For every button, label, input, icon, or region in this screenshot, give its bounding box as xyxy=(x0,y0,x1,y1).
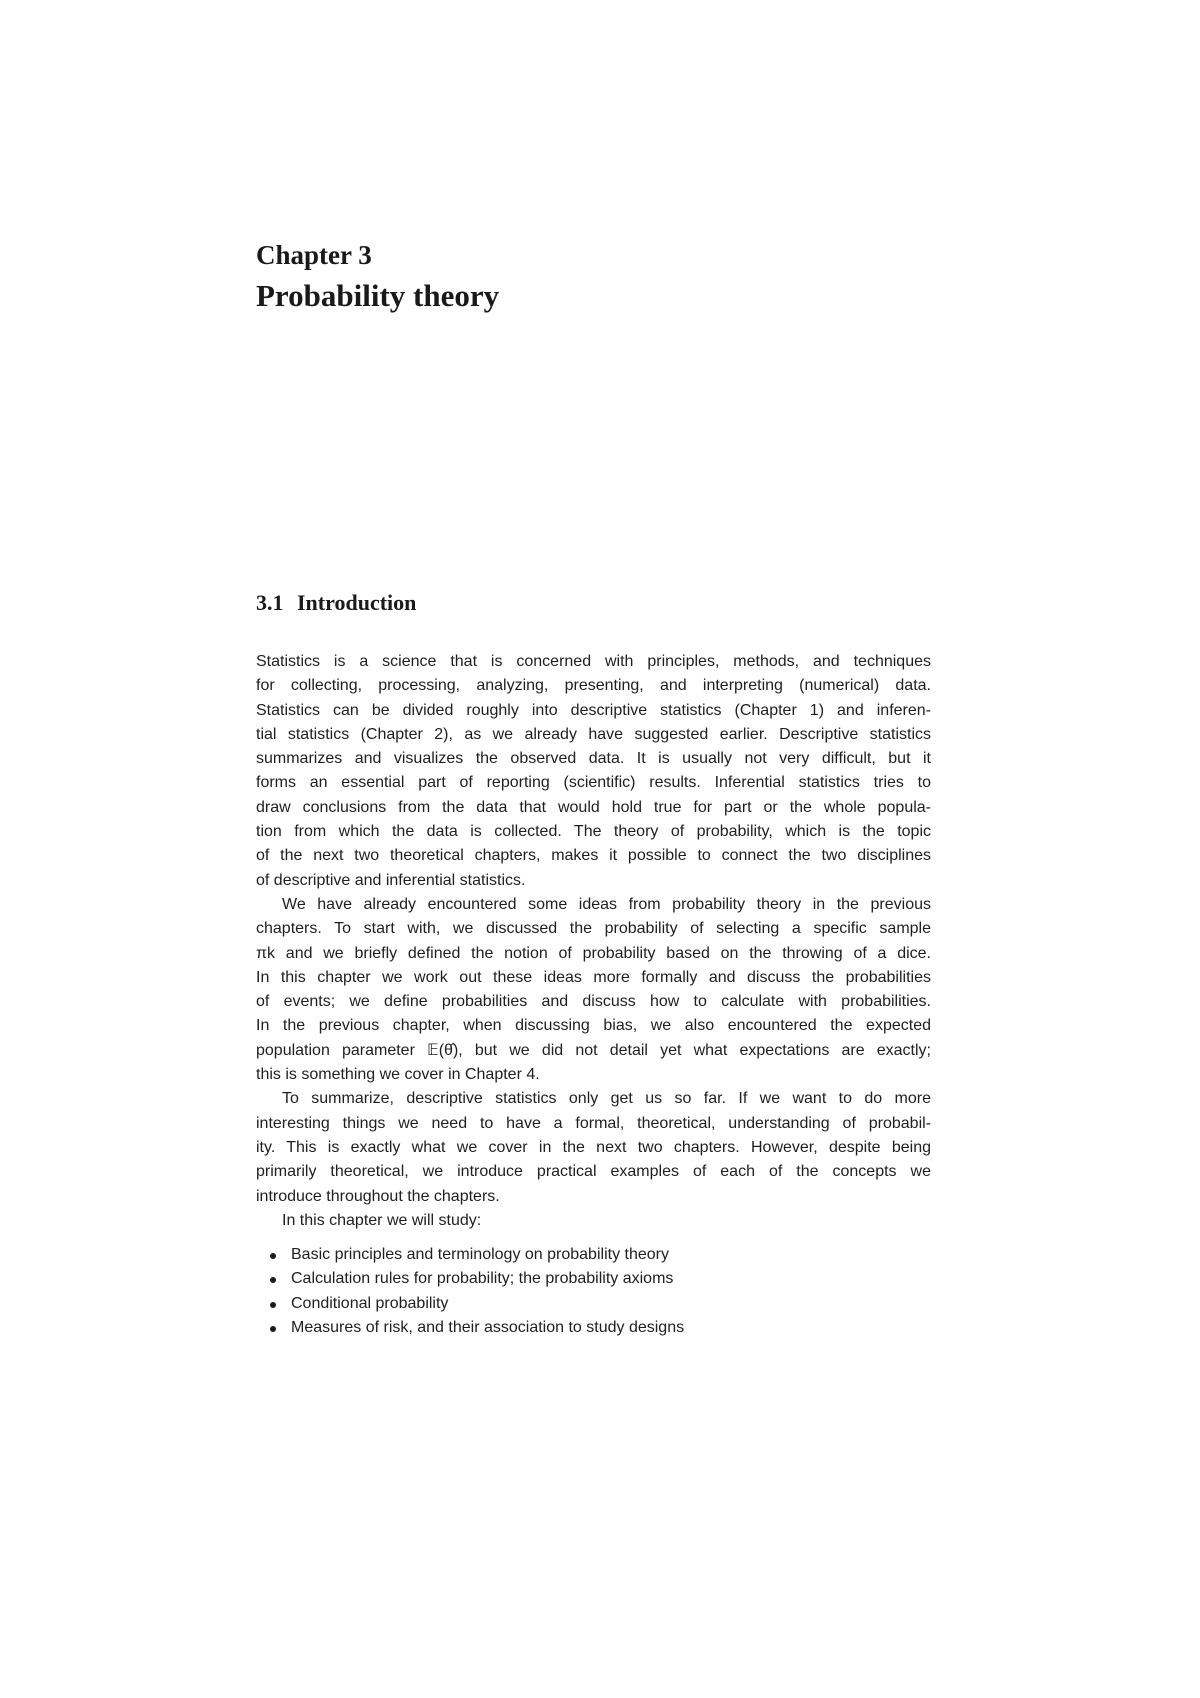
text-line: In the previous chapter, when discussing bias, we also encountered the expected xyxy=(256,1017,931,1035)
section-number: 3.1 xyxy=(256,590,284,615)
paragraph-study-intro xyxy=(256,1209,931,1233)
topics-list xyxy=(256,1243,931,1340)
text-line: Statistics can be divided roughly into descriptive statistics (Chapter 1) and inferen- xyxy=(256,701,931,719)
text-line: forms an essential part of reporting (scientific) results. Inferential statistics tries to xyxy=(256,774,931,792)
chapter-heading xyxy=(256,238,499,316)
list-item xyxy=(256,1292,931,1316)
list-item-label: Conditional probability xyxy=(291,1294,449,1312)
section-body xyxy=(256,650,931,1340)
list-item xyxy=(256,1316,931,1340)
list-item xyxy=(256,1267,931,1291)
text-line: primarily theoretical, we introduce practical examples of each of the concepts we xyxy=(256,1163,931,1181)
text-line: Statistics is a science that is concerned with principles, methods, and techniques xyxy=(256,653,931,670)
text-line: tion from which the data is collected. The theory of probability, which is the topic xyxy=(256,823,931,841)
text-line: this is something we cover in Chapter 4. xyxy=(256,1066,540,1084)
bullet-icon xyxy=(270,1326,276,1332)
text-line: interesting things we need to have a formal, theoretical, understanding of probabil- xyxy=(256,1114,931,1132)
text-line: of descriptive and inferential statistics. xyxy=(256,871,526,889)
paragraph-prior-ideas xyxy=(256,893,931,1087)
text-line: To summarize, descriptive statistics only get us so far. If we want to do more xyxy=(282,1090,931,1108)
text-line: chapters. To start with, we discussed the probability of selecting a specific sample xyxy=(256,920,931,938)
text-line: of the next two theoretical chapters, makes it possible to connect the two disciplines xyxy=(256,847,931,865)
bullet-icon xyxy=(270,1253,276,1259)
text-line: In this chapter we will study: xyxy=(282,1211,482,1229)
list-item xyxy=(256,1243,931,1267)
chapter-label: Chapter 3 xyxy=(256,240,372,270)
list-item-label: Basic principles and terminology on probability theory xyxy=(291,1246,669,1264)
text-line: summarizes and visualizes the observed data. It is usually not very difficult, but it xyxy=(256,750,931,768)
list-item-label: Measures of risk, and their association to study designs xyxy=(291,1319,685,1337)
text-line: tial statistics (Chapter 2), as we already have suggested earlier. Descriptive statistics xyxy=(256,725,931,743)
bullet-icon xyxy=(270,1302,276,1308)
text-line: In this chapter we work out these ideas more formally and discuss the probabilities xyxy=(256,968,931,986)
text-line: πk and we briefly defined the notion of probability based on the throwing of a dice. xyxy=(256,944,931,962)
text-line: for collecting, processing, analyzing, presenting, and interpreting (numerical) data. xyxy=(256,677,931,695)
text-line: ity. This is exactly what we cover in the next two chapters. However, despite being xyxy=(256,1138,931,1156)
text-line: We have already encountered some ideas from probability theory in the previous xyxy=(282,895,931,913)
paragraph-summary xyxy=(256,1087,931,1208)
text-line: draw conclusions from the data that would hold true for part or the whole popula- xyxy=(256,798,931,816)
section-title: Introduction xyxy=(297,590,417,615)
section-heading xyxy=(256,589,416,617)
paragraph-intro xyxy=(256,650,931,893)
text-line: of events; we define probabilities and discuss how to calculate with probabilities. xyxy=(256,993,931,1011)
text-line: introduce throughout the chapters. xyxy=(256,1187,500,1205)
list-item-label: Calculation rules for probability; the probability axioms xyxy=(291,1270,674,1288)
bullet-icon xyxy=(270,1277,276,1283)
text-line: population parameter 𝔼(θ̂), but we did not detail yet what expectations are exactly; xyxy=(256,1041,931,1059)
chapter-title: Probability theory xyxy=(256,278,500,313)
